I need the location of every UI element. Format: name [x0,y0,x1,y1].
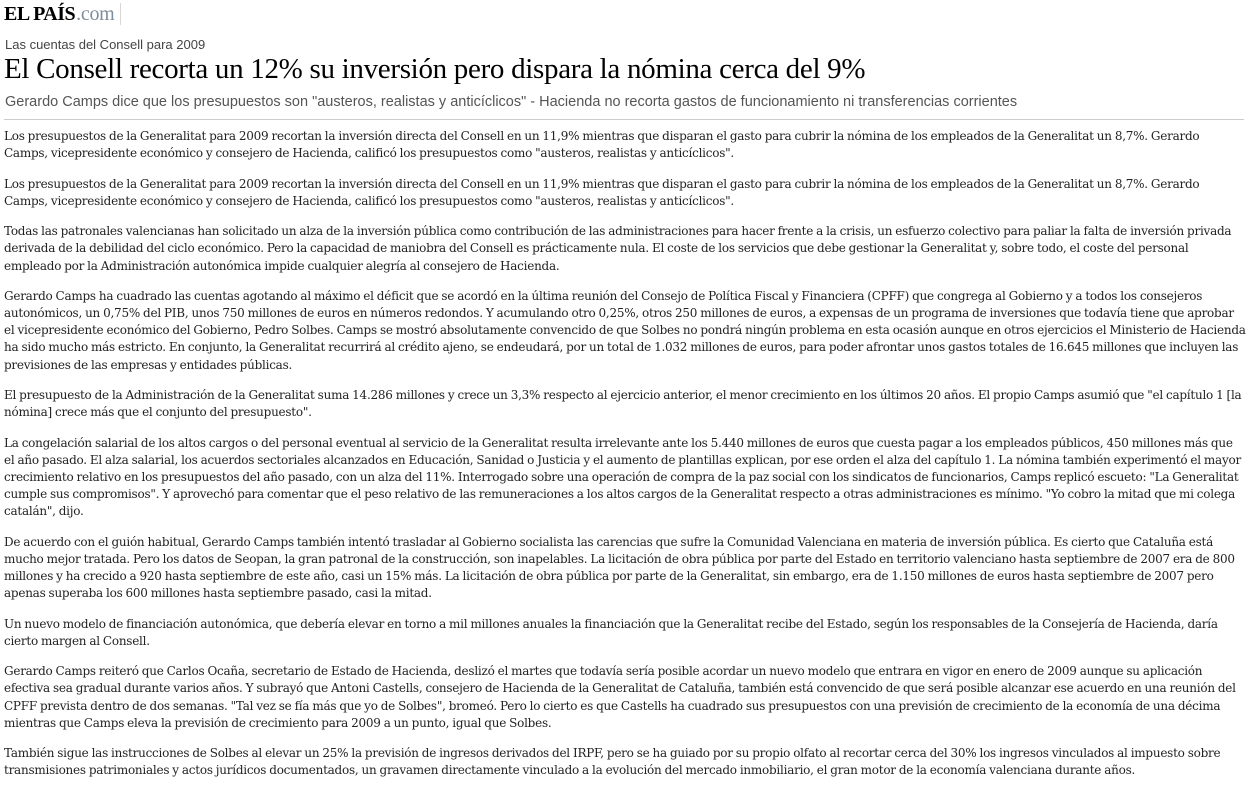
article-paragraph: Los presupuestos de la Generalitat para 2009 recortan la inversión directa del Consell en un 11,9% mientras que disparan el gasto para cubrir la nómina de los empleados de la Generalitat un 8,7%. Gerardo Camps, vicepresidente económico y consejero de Hacienda, calificó los presupuestos como "austeros, realistas y anticíclicos". [4,176,1200,208]
article-paragraph: También sigue las instrucciones de Solbes al elevar un 25% la previsión de ingresos derivados del IRPF, pero se ha guiado por su propio olfato al recortar cerca del 30% los ingresos vinculados al impuesto sobre transmisiones patrimoniales y actos jurídicos documentados, un gravamen directamente vinculado a la evolución del mercado inmobiliario, el gran motor de la economía valenciana durante años. [4,746,1221,778]
logo-suffix: .com [76,3,115,25]
article-paragraph: La congelación salarial de los altos cargos o del personal eventual al servicio de la Generalitat resulta irrelevante ante los 5.440 millones de euros que cuesta pagar a los empleados públicos, 450 millones más que el año pasado. El alza salarial, los acuerdos sectoriales alcanzados en Educación, Sanidad o Justicia y el aumento de plantillas explican, por ese orden el alza del capítulo 1. La nómina también experimentó el mayor crecimiento relativo en los presupuestos del año pasado, con un alza del 11%. Interrogado sobre una operación de compra de la paz social con los sindicatos de funcionarios, Camps replicó escueto: "La Generalitat cumple sus compromisos". Y aprovechó para comentar que el peso relativo de las remuneraciones a los altos cargos de la Generalitat respecto a otras administraciones es mínimo. "Yo cobro la mitad que mi colega catalán", dijo. [4,435,1241,519]
masthead-divider [120,3,121,25]
el-pais-logo[interactable] [4,4,114,24]
logo-wordmark: EL PAÍS [4,3,76,25]
article-body [4,128,1246,793]
article-paragraph: Todas las patronales valencianas han solicitado un alza de la inversión pública como contribución de las administraciones para hacer frente a la crisis, un esfuerzo colectivo para paliar la falta de inversión privada derivada de la debilidad del ciclo económico. Pero la capacidad de maniobra del Consell es prácticamente nula. El coste de los servicios que debe gestionar la Generalitat y, sobre todo, el coste del personal empleado por la Administración autonómica impide cualquier alegría al consejero de Hacienda. [4,224,1232,273]
article-paragraph: Un nuevo modelo de financiación autonómica, que debería elevar en torno a mil millones anuales la financiación que la Generalitat recibe del Estado, según los responsables de la Consejería de Hacienda, daría cierto margen al Consell. [4,616,1218,648]
article-headline: El Consell recorta un 12% su inversión pero dispara la nómina cerca del 9% [4,53,866,85]
article-paragraph: El presupuesto de la Administración de la Generalitat suma 14.286 millones y crece un 3,3% respecto al ejercicio anterior, el menor crecimiento en los últimos 20 años. El propio Camps asumió que "el capítulo 1 [la nómina] crece más que el conjunto del presupuesto". [4,388,1242,420]
header-divider [4,119,1244,120]
article-paragraph: Gerardo Camps reiteró que Carlos Ocaña, secretario de Estado de Hacienda, deslizó el martes que todavía sería posible acordar un nuevo modelo que entrara en vigor en enero de 2009 aunque su aplicación efectiva sea gradual durante varios años. Y subrayó que Antoni Castells, consejero de Hacienda de la Generalitat de Cataluña, también está convencido de que será posible alcanzar ese acuerdo en una reunión del CPFF prevista dentro de dos semanas. "Tal vez se fía más que yo de Solbes", bromeó. Pero lo cierto es que Castells ha cuadrado sus presupuestos con una previsión de crecimiento de la economía de una décima mientras que Camps eleva la previsión de crecimiento para 2009 a un punto, igual que Solbes. [4,664,1236,730]
masthead [4,2,121,26]
article-subtitle: Gerardo Camps dice que los presupuestos son "austeros, realistas y anticíclicos" - Hacienda no recorta gastos de funcionamiento ni transferencias corrientes [5,94,1018,110]
article-paragraph: De acuerdo con el guión habitual, Gerardo Camps también intentó trasladar al Gobierno socialista las carencias que sufre la Comunidad Valenciana en materia de inversión pública. Es cierto que Cataluña está mucho mejor tratada. Pero los datos de Seopan, la gran patronal de la construcción, son inapelables. La licitación de obra pública por parte del Estado en territorio valenciano hasta septiembre de 2007 era de 800 millones y ha crecido a 920 hasta septiembre de este año, casi un 15% más. La licitación de obra pública por parte de la Generalitat, sin embargo, era de 1.150 millones de euros hasta septiembre de 2007 pero apenas superaba los 600 millones hasta septiembre pasado, casi la mitad. [4,534,1235,601]
article-paragraph: Gerardo Camps ha cuadrado las cuentas agotando al máximo el déficit que se acordó en la última reunión del Consejo de Política Fiscal y Financiera (CPFF) que congrega al Gobierno y a todos los consejeros autonómicos, un 0,75% del PIB, unos 750 millones de euros en números redondos. Y acumulando otro 0,25%, otros 250 millones de euros, a expensas de un programa de inversiones que todavía tiene que aprobar el vicepresidente económico del Gobierno, Pedro Solbes. Camps se mostró absolutamente convencido de que Solbes no pondrá ningún problema en esta ocasión aunque en otros ejercicios el Ministerio de Hacienda ha sido mucho más estricto. En conjunto, la Generalitat recurrirá al crédito ajeno, se endeudará, por un total de 1.032 millones de euros, para poder afrontar unos gastos totales de 16.645 millones que incluyen las previsiones de las empresas y entidades públicas. [4,289,1246,372]
article-paragraph: Los presupuestos de la Generalitat para 2009 recortan la inversión directa del Consell en un 11,9% mientras que disparan el gasto para cubrir la nómina de los empleados de la Generalitat un 8,7%. Gerardo Camps, vicepresidente económico y consejero de Hacienda, calificó los presupuestos como "austeros, realistas y anticíclicos". [4,129,1200,161]
article-kicker: Las cuentas del Consell para 2009 [5,37,206,52]
